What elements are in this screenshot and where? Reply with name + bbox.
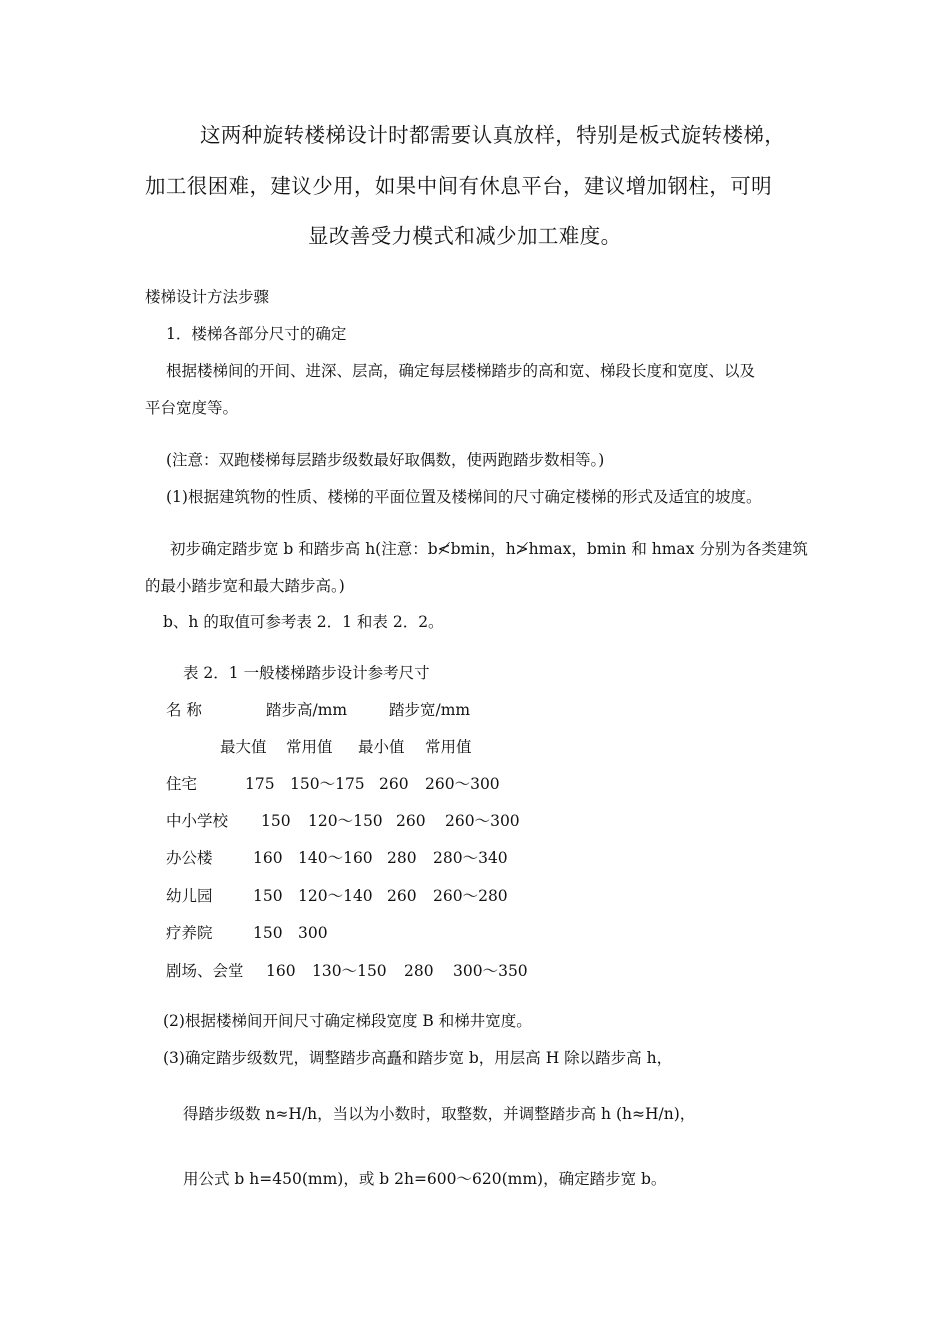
table-row-width-common: 300～350 bbox=[453, 962, 528, 980]
table-row-name: 住宅 bbox=[166, 775, 198, 793]
table-row-height-max: 175 bbox=[245, 775, 275, 793]
item3-line-2: 得踏步级数 n≈H/h，当以为小数时，取整数，并调整踏步高 h (h≈H/n)， bbox=[183, 1105, 696, 1123]
table-subheader-max: 最大值 bbox=[220, 738, 267, 756]
table-row-height-common: 150～175 bbox=[290, 775, 365, 793]
para2-line-1: 初步确定踏步宽 b 和踏步高 h(注意：b≮bmin，h≯hmax，bmin 和 hmax 分别为各类建筑 bbox=[170, 540, 808, 558]
table-header-name: 名 称 bbox=[166, 701, 202, 719]
table-row-width-min: 260 bbox=[396, 812, 426, 830]
intro-line-1: 这两种旋转楼梯设计时都需要认真放样，特别是板式旋转楼梯， bbox=[200, 123, 786, 147]
para2-line-2: 的最小踏步宽和最大踏步高。) bbox=[145, 577, 345, 595]
step1-title: 1．楼梯各部分尺寸的确定 bbox=[166, 325, 347, 343]
reference-line: b、h 的取值可参考表 2．1 和表 2．2。 bbox=[163, 613, 444, 631]
table-header-step-width: 踏步宽/mm bbox=[389, 701, 471, 719]
item3-line-3: 用公式 b h=450(mm)，或 b 2h=600～620(mm)，确定踏步宽 b。 bbox=[183, 1170, 667, 1188]
intro-line-2: 加工很困难，建议少用，如果中间有休息平台，建议增加钢柱，可明 bbox=[145, 174, 772, 198]
table-row-name: 疗养院 bbox=[166, 924, 213, 942]
table-row-width-common: 280～340 bbox=[433, 849, 508, 867]
intro-line-3: 显改善受力模式和减少加工难度。 bbox=[308, 224, 622, 248]
table-row-width-common: 260～300 bbox=[445, 812, 520, 830]
item2-line: (2)根据楼梯间开间尺寸确定梯段宽度 B 和梯井宽度。 bbox=[163, 1012, 532, 1030]
table-caption: 表 2．1 一般楼梯踏步设计参考尺寸 bbox=[183, 664, 430, 682]
table-row-height-common: 300 bbox=[298, 924, 328, 942]
table-row-name: 中小学校 bbox=[166, 812, 229, 830]
table-row-height-common: 120～140 bbox=[298, 887, 373, 905]
table-row-name: 办公楼 bbox=[166, 849, 213, 867]
note-line: (注意：双跑楼梯每层踏步级数最好取偶数，使两跑踏步数相等。) bbox=[166, 451, 605, 469]
table-row-height-max: 150 bbox=[261, 812, 291, 830]
table-subheader-min: 最小值 bbox=[358, 738, 405, 756]
table-row-width-min: 260 bbox=[387, 887, 417, 905]
section-title: 楼梯设计方法步骤 bbox=[145, 288, 270, 306]
table-row-width-common: 260～300 bbox=[425, 775, 500, 793]
table-row-width-min: 260 bbox=[379, 775, 409, 793]
table-row-width-common: 260～280 bbox=[433, 887, 508, 905]
table-row-height-max: 160 bbox=[266, 962, 296, 980]
item3-line-1: (3)确定踏步级数咒，调整踏步高矗和踏步宽 b，用层高 H 除以踏步高 h， bbox=[163, 1049, 673, 1067]
table-header-step-height: 踏步高/mm bbox=[266, 701, 348, 719]
table-row-height-max: 150 bbox=[253, 924, 283, 942]
table-row-width-min: 280 bbox=[404, 962, 434, 980]
para1-line-2: 平台宽度等。 bbox=[145, 399, 239, 417]
table-row-height-max: 160 bbox=[253, 849, 283, 867]
table-row-height-common: 120～150 bbox=[308, 812, 383, 830]
table-row-height-common: 130～150 bbox=[312, 962, 387, 980]
table-row-name: 剧场、会堂 bbox=[166, 962, 244, 980]
table-row-width-min: 280 bbox=[387, 849, 417, 867]
table-row-name: 幼儿园 bbox=[166, 887, 213, 905]
para1-line-1: 根据楼梯间的开间、进深、层高，确定每层楼梯踏步的高和宽、梯段长度和宽度、以及 bbox=[166, 362, 756, 380]
item1-line: (1)根据建筑物的性质、楼梯的平面位置及楼梯间的尺寸确定楼梯的形式及适宜的坡度。 bbox=[166, 488, 762, 506]
table-row-height-max: 150 bbox=[253, 887, 283, 905]
table-row-height-common: 140～160 bbox=[298, 849, 373, 867]
table-subheader-common-width: 常用值 bbox=[425, 738, 472, 756]
table-subheader-common-height: 常用值 bbox=[286, 738, 333, 756]
